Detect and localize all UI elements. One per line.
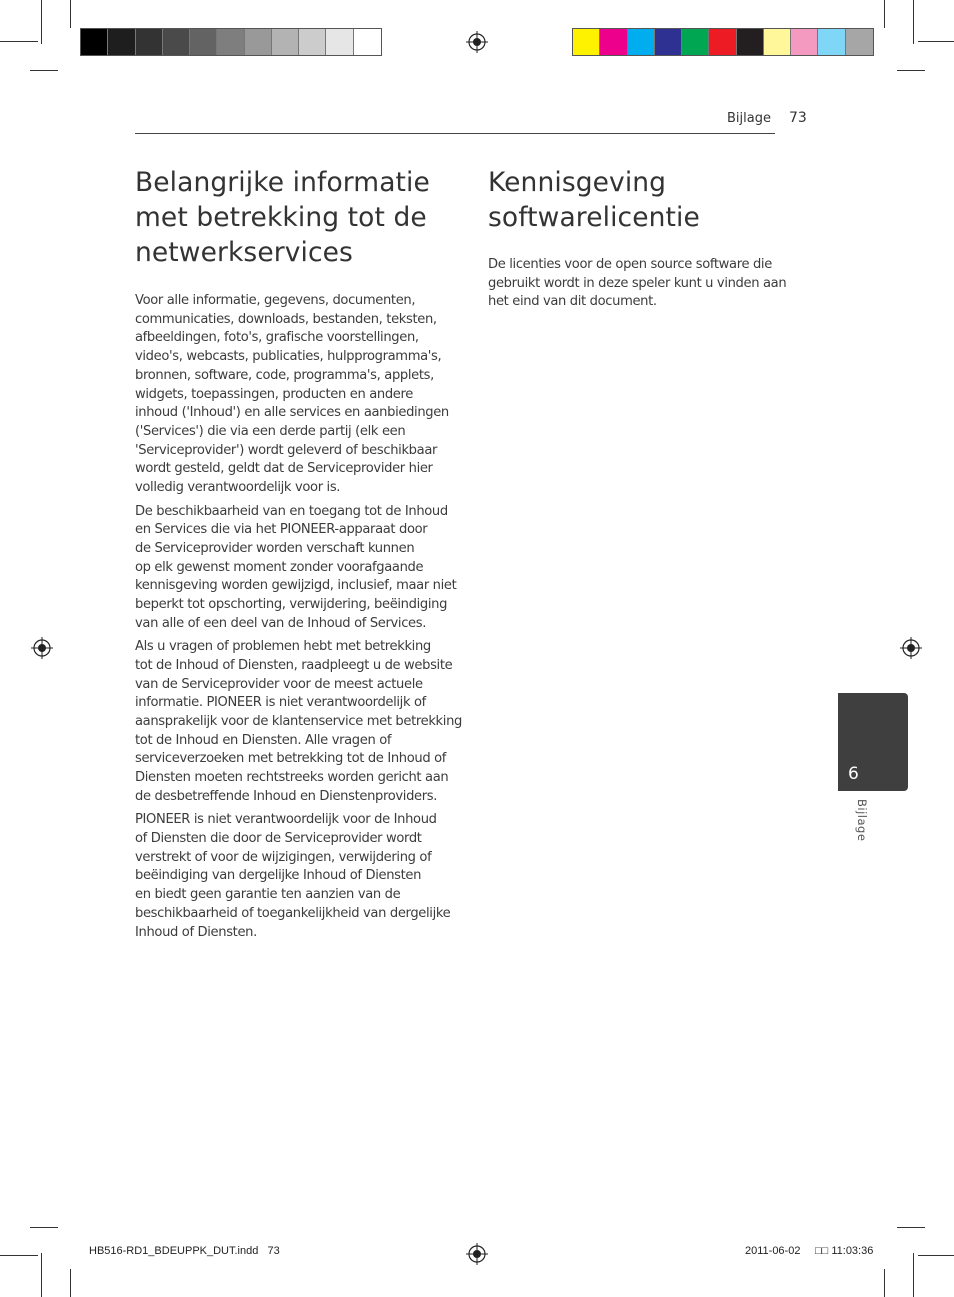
gray-swatch — [326, 29, 353, 55]
color-swatch — [573, 29, 600, 55]
crop-mark — [897, 1227, 925, 1228]
gray-swatch — [108, 29, 135, 55]
color-swatch — [791, 29, 818, 55]
gray-swatch — [190, 29, 217, 55]
color-swatch — [764, 29, 791, 55]
color-swatch — [628, 29, 655, 55]
registration-mark-icon — [466, 1243, 488, 1265]
left-paragraph-3: Als u vragen of problemen hebt met betrekking tot de Inhoud of Diensten, raadpleegt u de website van de Serviceprovider voor de meest actuele informatie. PIONEER is niet verantwoordelijk of aansprakelijk voor de klantenservice met betrekking tot de Inhoud en Diensten. Alle vragen of serviceverzoeken met betrekking tot de Inhoud of Diensten moeten rechtstreeks worden gericht aan de desbetreffende Inhoud en Dienstenproviders. — [135, 639, 462, 804]
crop-mark — [913, 1253, 914, 1297]
left-paragraph-1: Voor alle informatie, gegevens, documenten, communicaties, downloads, bestanden, teksten, afbeeldingen, foto's, grafische voorstellingen, video's, webcasts, publicaties, hulpprogramma's, bronnen, software, code, programma's, applets, widgets, toepassingen, producten en andere inhoud ('Inhoud') en alle services en aanbiedingen ('Services') die via een derde partij (elk een 'Serviceprovider') wordt geleverd of beschikbaar wordt gesteld, geldt dat de Serviceprovider hier volledig verantwoordelijk voor is. — [135, 293, 449, 496]
color-swatch — [709, 29, 736, 55]
left-paragraph-4: PIONEER is niet verantwoordelijk voor de Inhoud of Diensten die door de Serviceprovider wordt verstrekt of voor de wijzigingen, verwijdering of beëindiging van dergelijke Inhoud of Diensten en biedt geen garantie ten aanzien van de beschikbaarheid of toegankelijkheid van dergelijke Inhoud of Diensten. — [135, 812, 451, 940]
left-paragraph-2: De beschikbaarheid van en toegang tot de Inhoud en Services die via het PIONEER-apparaat door de Serviceprovider worden verschaft kunnen op elk gewenst moment zonder voorafgaande kennisgeving worden gewijzigd, inclusief, maar niet beperkt tot opschorting, verwijdering, beëindiging van alle of een deel van de Inhoud of Services. — [135, 503, 457, 631]
crop-mark — [41, 1253, 42, 1297]
chapter-tab-number: 6 — [848, 764, 859, 784]
crop-mark — [918, 41, 954, 42]
color-swatch — [818, 29, 845, 55]
color-swatch — [600, 29, 627, 55]
gray-swatch — [217, 29, 244, 55]
page-number: 73 — [789, 110, 807, 126]
crop-mark — [884, 1269, 885, 1297]
footer-time: □□ 11:03:36 — [815, 1245, 874, 1257]
footer-date: 2011-06-02 — [745, 1245, 801, 1257]
gray-swatch — [272, 29, 299, 55]
color-swatch — [846, 29, 873, 55]
gray-swatch — [245, 29, 272, 55]
left-heading: Belangrijke informatie met betrekking tot de netwerkservices — [135, 167, 430, 268]
right-body — [488, 256, 788, 317]
crop-mark — [41, 0, 42, 44]
color-swatch — [682, 29, 709, 55]
gray-swatch — [136, 29, 163, 55]
gray-swatch — [299, 29, 326, 55]
registration-mark-icon — [900, 637, 922, 659]
gray-swatch — [81, 29, 108, 55]
registration-mark-icon — [466, 31, 488, 53]
gray-swatch — [163, 29, 190, 55]
crop-mark — [70, 0, 71, 28]
registration-mark-icon — [31, 637, 53, 659]
crop-mark — [70, 1269, 71, 1297]
header-section-label: Bijlage — [727, 111, 771, 126]
right-heading: Kennisgeving softwarelicentie — [488, 167, 700, 233]
left-body — [135, 292, 465, 947]
crop-mark — [897, 70, 925, 71]
color-swatch — [655, 29, 682, 55]
crop-mark — [884, 0, 885, 28]
chapter-tab-label: Bijlage — [855, 799, 869, 842]
crop-mark — [0, 41, 38, 42]
gray-swatch — [354, 29, 381, 55]
crop-mark — [913, 0, 914, 44]
crop-mark — [0, 1255, 38, 1256]
gray-calibration-bar — [80, 28, 382, 56]
right-paragraph-1: De licenties voor de open source software die gebruikt wordt in deze speler kunt u vinden aan het eind van dit document. — [488, 257, 787, 310]
color-calibration-bar — [572, 28, 874, 56]
color-swatch — [737, 29, 764, 55]
crop-mark — [30, 1227, 58, 1228]
crop-mark — [918, 1255, 954, 1256]
crop-mark — [30, 70, 58, 71]
header-rule — [135, 133, 775, 134]
footer-filename: HB516-RD1_BDEUPPK_DUT.indd 73 — [89, 1245, 280, 1257]
